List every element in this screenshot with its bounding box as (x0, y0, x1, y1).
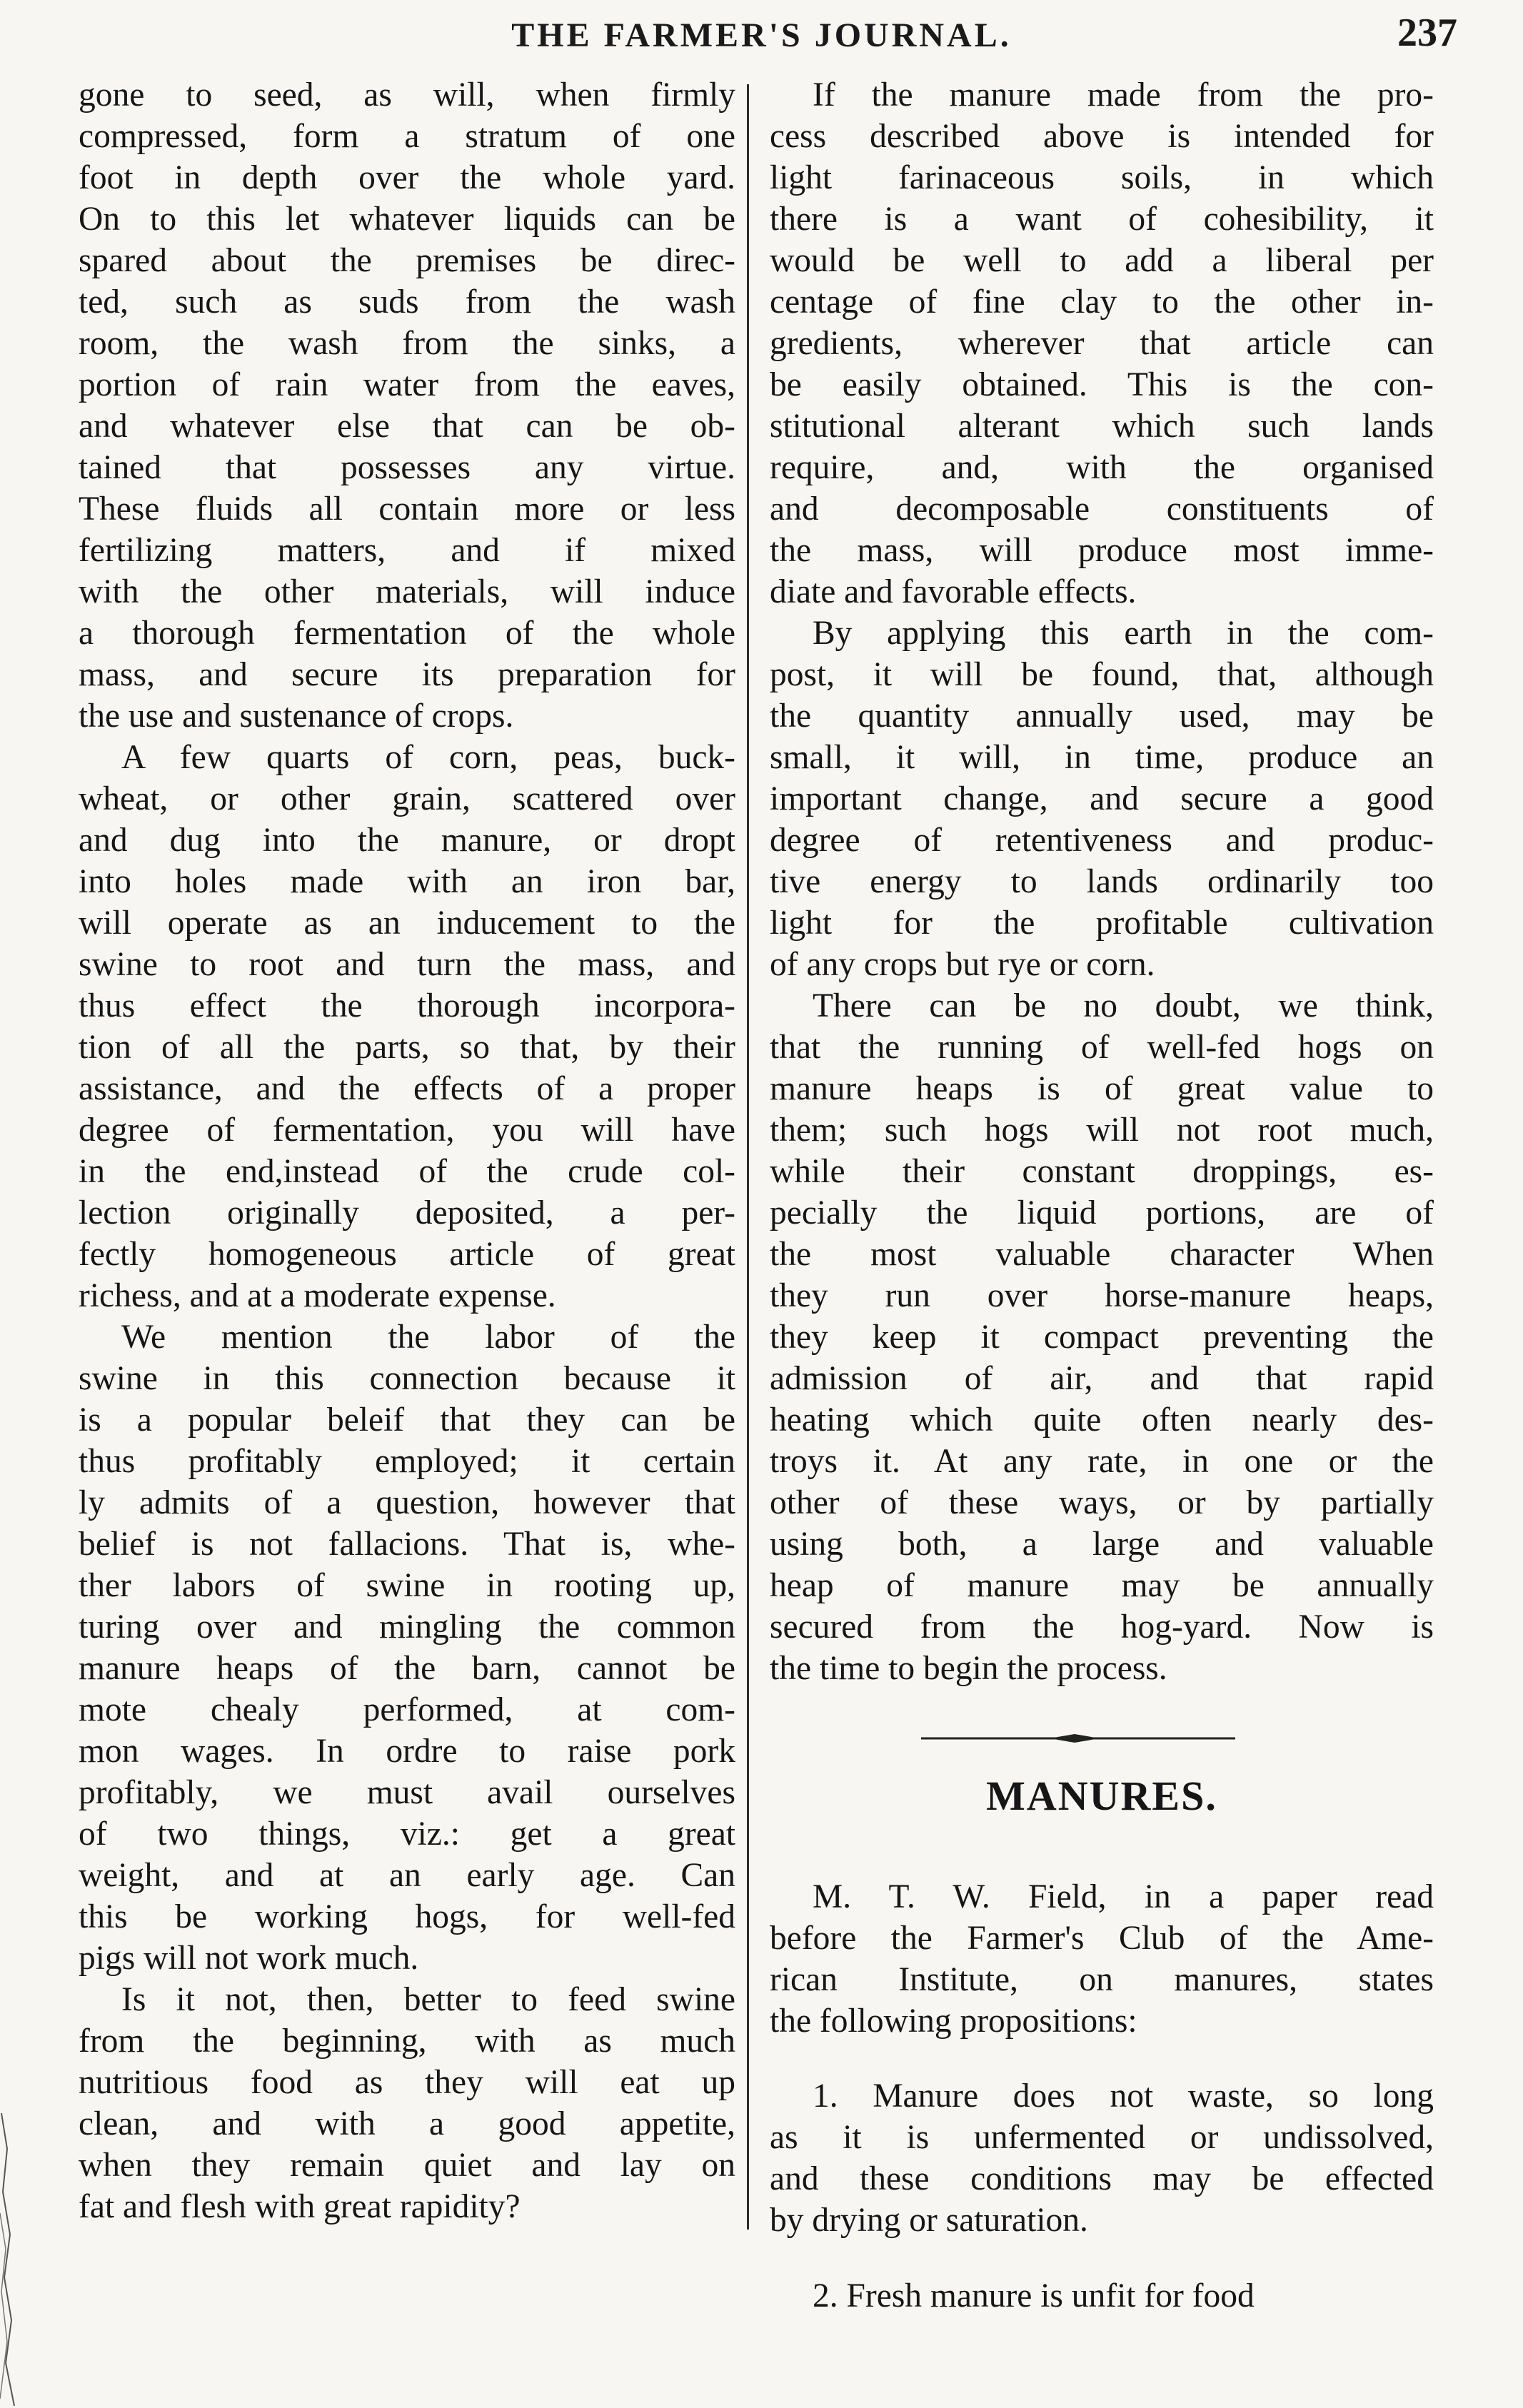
text-line: cess described above is intended for (770, 118, 1434, 155)
text-line: M. T. W. Field, in a paper read (813, 1878, 1434, 1915)
text-line: 2. Fresh manure is unfit for food (813, 2277, 1255, 2314)
text-line: the following propositions: (770, 2002, 1137, 2040)
text-line: the mass, will produce most imme- (770, 532, 1434, 569)
text-line: from the beginning, with as much (79, 2022, 735, 2060)
text-line: fectly homogeneous article of great (79, 1236, 735, 1273)
text-line: they keep it compact preventing the (770, 1319, 1434, 1356)
text-line: A few quarts of corn, peas, buck- (121, 739, 735, 776)
text-line: room, the wash from the sinks, a (79, 325, 735, 362)
text-line: and decomposable constituents of (770, 490, 1434, 528)
text-line: ther labors of swine in rooting up, (79, 1567, 735, 1604)
text-line: the time to begin the process. (770, 1650, 1167, 1687)
text-line: small, it will, in time, produce an (770, 739, 1434, 776)
text-line: There can be no doubt, we think, (813, 987, 1434, 1024)
text-line: the most valuable character When (770, 1236, 1434, 1273)
text-line: light farinaceous soils, in which (770, 159, 1434, 196)
text-line: assistance, and the effects of a proper (79, 1070, 735, 1107)
text-line: ted, such as suds from the wash (79, 283, 735, 321)
text-line: and whatever else that can be ob- (79, 408, 735, 445)
text-line: diate and favorable effects. (770, 573, 1137, 610)
text-line: tion of all the parts, so that, by their (79, 1029, 735, 1066)
text-line: spared about the premises be direc- (79, 242, 735, 279)
text-line: other of these ways, or by partially (770, 1484, 1434, 1521)
text-line: compressed, form a stratum of one (79, 118, 735, 155)
text-line: by drying or saturation. (770, 2202, 1088, 2239)
paragraph (770, 2275, 1434, 2317)
running-title: THE FARMER'S JOURNAL. (511, 16, 1012, 54)
text-line: would be well to add a liberal per (770, 242, 1434, 279)
section-body (770, 1842, 1434, 2350)
text-line: mon wages. In ordre to raise pork (79, 1733, 735, 1770)
page-header (0, 0, 1523, 69)
text-line: in the end,instead of the crude col- (79, 1153, 735, 1190)
text-line: richess, and at a moderate expense. (79, 1277, 556, 1314)
text-line: thus effect the thorough incorpora- (79, 987, 735, 1024)
paragraph (79, 1316, 735, 1979)
text-line: there is a want of cohesibility, it (770, 201, 1434, 238)
text-line: degree of retentiveness and produc- (770, 822, 1434, 859)
text-line: with the other materials, will induce (79, 573, 735, 610)
paragraph (770, 74, 1434, 613)
text-line: clean, and with a good appetite, (79, 2105, 735, 2142)
text-line: will operate as an inducement to the (79, 905, 735, 942)
text-line: swine in this connection because it (79, 1360, 735, 1397)
text-line: pecially the liquid portions, are of (770, 1194, 1434, 1231)
paragraph (79, 737, 735, 1316)
page-edge-stain (0, 2106, 29, 2406)
text-line: 1. Manure does not waste, so long (813, 2077, 1434, 2115)
text-line: of two things, viz.: get a great (79, 1815, 735, 1853)
text-line: gone to seed, as will, when firmly (79, 76, 735, 114)
ornamental-rule (921, 1733, 1235, 1743)
column-divider (747, 84, 749, 2230)
paragraph (770, 1876, 1434, 2042)
text-line: before the Farmer's Club of the Ame- (770, 1919, 1434, 1957)
right-column (770, 74, 1434, 1689)
text-line: gredients, wherever that article can (770, 325, 1434, 362)
left-column (79, 74, 735, 2227)
text-line: they run over horse-manure heaps, (770, 1277, 1434, 1314)
text-line: By applying this earth in the com- (813, 615, 1434, 652)
page-number: 237 (1397, 11, 1457, 55)
text-line: troys it. At any rate, in one or the (770, 1443, 1434, 1480)
text-line: portion of rain water from the eaves, (79, 366, 735, 403)
text-line: the quantity annually used, may be (770, 697, 1434, 735)
text-line: If the manure made from the pro- (813, 76, 1434, 114)
text-line: pigs will not work much. (79, 1940, 419, 1977)
text-line: nutritious food as they will eat up (79, 2064, 735, 2101)
text-line: important change, and secure a good (770, 780, 1434, 817)
text-line: lection originally deposited, a per- (79, 1194, 735, 1231)
text-line: tive energy to lands ordinarily too (770, 863, 1434, 900)
text-line: is a popular beleif that they can be (79, 1401, 735, 1439)
text-line: that the running of well-fed hogs on (770, 1029, 1434, 1066)
text-line: On to this let whatever liquids can be (79, 201, 735, 238)
text-line: using both, a large and valuable (770, 1526, 1434, 1563)
text-line: turing over and mingling the common (79, 1608, 735, 1646)
text-line: into holes made with an iron bar, (79, 863, 735, 900)
text-line: degree of fermentation, you will have (79, 1112, 735, 1149)
text-line: heap of manure may be annually (770, 1567, 1434, 1604)
text-line: ly admits of a question, however that (79, 1484, 735, 1521)
text-line: Is it not, then, better to feed swine (121, 1981, 735, 2018)
text-line: this be working hogs, for well-fed (79, 1898, 735, 1935)
text-line: mote chealy performed, at com- (79, 1691, 735, 1728)
text-line: heating which quite often nearly des- (770, 1401, 1434, 1439)
text-line: while their constant droppings, es- (770, 1153, 1434, 1190)
text-line: as it is unfermented or undissolved, (770, 2119, 1434, 2156)
text-line: and dug into the manure, or dropt (79, 822, 735, 859)
text-line: of any crops but rye or corn. (770, 946, 1155, 983)
text-line: foot in depth over the whole yard. (79, 159, 735, 196)
paragraph (770, 2075, 1434, 2241)
text-line: and these conditions may be effected (770, 2160, 1434, 2197)
text-line: rican Institute, on manures, states (770, 1960, 1434, 1998)
paragraph (770, 985, 1434, 1689)
text-line: belief is not fallacions. That is, whe- (79, 1526, 735, 1563)
text-line: fertilizing matters, and if mixed (79, 532, 735, 569)
text-line: be easily obtained. This is the con- (770, 366, 1434, 403)
text-line: thus profitably employed; it certain (79, 1443, 735, 1480)
section-title: MANURES. (986, 1773, 1217, 1819)
text-line: centage of fine clay to the other in- (770, 283, 1434, 321)
text-line: weight, and at an early age. Can (79, 1857, 735, 1894)
text-line: tained that possesses any virtue. (79, 449, 735, 486)
text-line: admission of air, and that rapid (770, 1360, 1434, 1397)
text-line: manure heaps is of great value to (770, 1070, 1434, 1107)
text-line: manure heaps of the barn, cannot be (79, 1650, 735, 1687)
text-line: swine to root and turn the mass, and (79, 946, 735, 983)
text-line: them; such hogs will not root much, (770, 1112, 1434, 1149)
paragraph (770, 613, 1434, 985)
text-line: We mention the labor of the (121, 1319, 735, 1356)
text-line: profitably, we must avail ourselves (79, 1774, 735, 1811)
text-line: wheat, or other grain, scattered over (79, 780, 735, 817)
text-line: light for the profitable cultivation (770, 905, 1434, 942)
text-line: secured from the hog-yard. Now is (770, 1608, 1434, 1646)
text-line: stitutional alterant which such lands (770, 408, 1434, 445)
paragraph (79, 74, 735, 737)
text-line: the use and sustenance of crops. (79, 697, 514, 735)
text-line: post, it will be found, that, although (770, 656, 1434, 693)
text-line: when they remain quiet and lay on (79, 2147, 735, 2184)
text-line: a thorough fermentation of the whole (79, 615, 735, 652)
text-line: fat and flesh with great rapidity? (79, 2188, 521, 2225)
text-line: These fluids all contain more or less (79, 490, 735, 528)
paragraph (79, 1979, 735, 2227)
text-line: require, and, with the organised (770, 449, 1434, 486)
text-line: mass, and secure its preparation for (79, 656, 735, 693)
